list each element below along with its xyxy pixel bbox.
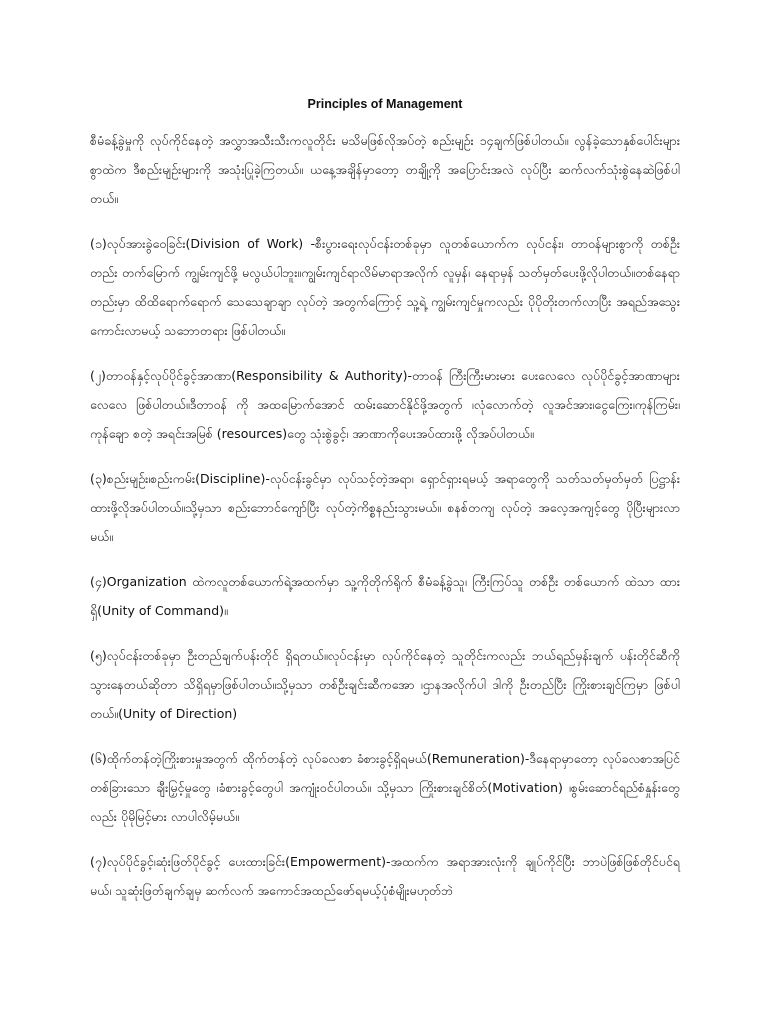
paragraph-empowerment: (၇)လုပ်ပိုင်ခွင့်၊ဆုံးဖြတ်ပိုင်ခွင့် ပေးထားခြင်း(Empowerment)-အထက်က အရာအားလုံးကို ချုပ်ကိုင်ပြီး ဘာပဲဖြစ်ဖြစ်တိုင်ပင်ရမယ်၊ သူဆုံးဖြတ်ချက်ချမှ ဆက်လက် အကောင်အထည်ဖော်ရမယ့်ပုံစံမျိုးမဟုတ်ဘဲ: [90, 854, 680, 898]
paragraph-division-of-work: (၁)လုပ်အားခွဲဝေခြင်း(Division of Work) -စီးပွားရေးလုပ်ငန်းတစ်ခုမှာ လူတစ်ယောက်က လုပ်ငန်း၊ တာဝန်များစွာကို တစ်ဦးတည်း တက်မြောက် ကျွမ်းကျင်ဖို့ မလွယ်ပါဘူး။ကျွမ်းကျင်ရာလိမ်မာရာအလိုက် လူမှန်၊ နေရာမှန် သတ်မှတ်ပေးဖို့လိုပါတယ်။တစ်နေရာတည်းမှာ ထိထိရောက်ရောက် သေသေချာချာ လုပ်တဲ့ အတွက်ကြောင့် သူ့ရဲ့ ကျွမ်းကျင်မှုကလည်း ပိုပိုတိုးတက်လာပြီး အရည်အသွေးကောင်းလာမယ့် သဘောတရား ဖြစ်ပါတယ်။: [90, 236, 680, 338]
paragraph-responsibility-authority: (၂)တာဝန်နှင့်လုပ်ပိုင်ခွင့်အာဏာ(Responsibility & Authority)-တာဝန် ကြီးကြီးမားမား ပေးလေလေ လုပ်ပိုင်ခွင့်အာဏာများလေလေ ဖြစ်ပါတယ်။ဒီတာဝန် ကို အထမြောက်အောင် ထမ်းဆောင်နိုင်ဖို့အတွက် ၊လုံလောက်တဲ့ လူအင်အား၊ငွေကြေး၊ကုန်ကြမ်း၊ကုန်ချော စတဲ့ အရင်းအမြစ် (resources)တွေ သုံးစွဲခွင့်၊ အာဏာကိုပေးအပ်ထားဖို့ လိုအပ်ပါတယ်။: [90, 368, 680, 441]
paragraph-discipline: (၃)စည်းမျဉ်း၊စည်းကမ်း(Discipline)-လုပ်ငန်းခွင်မှာ လုပ်သင့်တဲ့အရာ၊ ရှောင်ရှားရမယ့် အရာတွေကို သတ်သတ်မှတ်မှတ် ပြဋ္ဌာန်းထားဖို့လိုအပ်ပါတယ်။သို့မှသာ စည်းဘောင်ကျော်ပြီး လုပ်တဲ့ကိစ္စနည်းသွားမယ်။ စနစ်တကျ လုပ်တဲ့ အလေ့အကျင့်တွေ ပိုပြီးများလာမယ်။: [90, 471, 680, 544]
document-title: Principles of Management: [307, 97, 463, 111]
paragraph-unity-of-direction: (၅)လုပ်ငန်းတစ်ခုမှာ ဦးတည်ချက်ပန်းတိုင် ရှိရတယ်။လုပ်ငန်းမှာ လုပ်ကိုင်နေတဲ့ သူတိုင်းကလည်း ဘယ်ရည်မှန်းချက် ပန်းတိုင်ဆီကို သွားနေတယ်ဆိုတာ သိရှိရမှာဖြစ်ပါတယ်။သို့မှသာ တစ်ဦးချင်းဆီကအော ၊ဌာနအလိုက်ပါ ဒါကို ဦးတည်ပြီး ကြိုးစားချင်ကြမှာ ဖြစ်ပါတယ်။(Unity of Direction): [90, 648, 680, 721]
paragraph-intro: စီမံခန့်ခွဲမှုကို လုပ်ကိုင်နေတဲ့ အလွှာအသီးသီးကလူတိုင်း မသိမဖြစ်လိုအပ်တဲ့ စည်းမျဉ်း ၁၄ချက်ဖြစ်ပါတယ်။ လွန်ခဲ့သောနှစ်ပေါင်းများစွာထဲက ဒီစည်းမျဉ်းများကို အသုံးပြုခဲ့ကြတယ်။ ယနေ့အချိန်မှာတော့ တချို့ကို အပြောင်းအလဲ လုပ်ပြီး ဆက်လက်သုံးစွဲနေဆဲဖြစ်ပါတယ်။: [90, 133, 680, 206]
paragraph-unity-of-command: (၄)Organization ထဲကလူတစ်ယောက်ရဲ့အထက်မှာ သူ့ကိုတိုက်ရိုက် စီမံခန့်ခွဲသူ၊ ကြီးကြပ်သူ တစ်ဦး တစ်ယောက် ထဲသာ ထားရှိ(Unity of Command)။: [90, 574, 680, 618]
paragraph-remuneration: (၆)ထိုက်တန်တဲ့ကြိုးစားမှုအတွက် ထိုက်တန်တဲ့ လုပ်ခလစာ ခံစားခွင့်ရှိရမယ်(Remuneration)-ဒီနေရာမှာတော့ လုပ်ခလစာအပြင် တစ်ခြားသော ချီးမြှင့်မှုတွေ ၊ခံစားခွင့်တွေပါ အကျုံးဝင်ပါတယ်။ သို့မှသာ ကြိုးစားချင်စိတ်(Motivation) ၊စွမ်းဆောင်ရည်စံနှုန်းတွေလည်း ပိုမိုမြင့်မား လာပါလိမ့်မယ်။: [90, 751, 680, 824]
